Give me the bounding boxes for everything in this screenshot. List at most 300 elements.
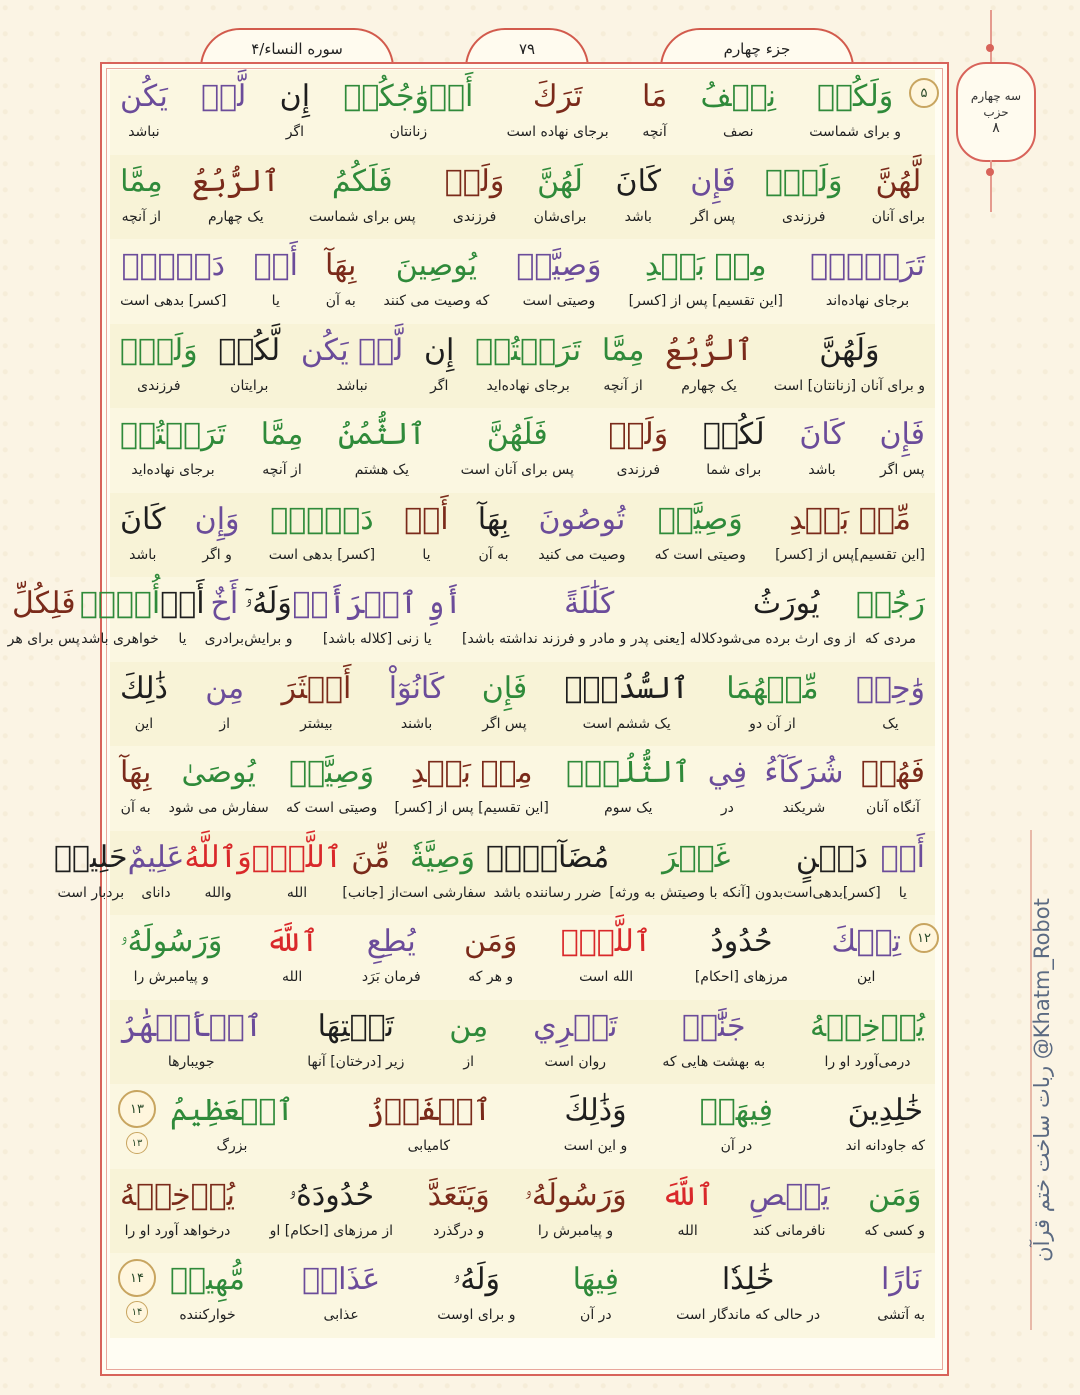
persian-translation: اگر [285,124,304,140]
word [831,919,901,987]
persian-translation: جویبارها [167,1053,215,1070]
ornament-dot [986,168,994,176]
word [286,750,377,818]
persian-translation: از مرزهای [احکام] او [269,1222,393,1239]
verse-row [110,1084,935,1169]
arabic-word: دَيۡنٖۗ [270,501,374,537]
word [877,1257,925,1325]
arabic-word: فِي [707,755,748,790]
persian-translation: از [463,1053,475,1070]
word-line [54,835,925,903]
word [478,497,509,565]
persian-translation: فرزندی [782,208,826,225]
persian-translation: و هر که [468,969,514,985]
arabic-word: تِلۡكَ [831,924,901,959]
persian-translation: برادری [204,631,245,647]
arabic-word: تَرَكۡتُمۚ [120,417,227,452]
persian-translation: باشد [808,462,836,478]
word [343,74,473,142]
arabic-word: يُدۡخِلۡهُ [120,1177,236,1213]
word [445,159,505,227]
word [561,919,652,987]
word-line [120,1173,925,1241]
arabic-word: مِنۢ بَعۡدِ [410,755,533,790]
persian-translation: برجای نهاده‌اند [825,293,910,309]
word [54,835,128,903]
persian-translation: [این تقسیم] پس از [کسر] [628,293,783,309]
word [629,243,783,311]
word [302,1257,380,1325]
persian-translation: این [134,715,154,732]
persian-translation: نصف [722,124,754,140]
word [565,666,689,734]
verse-row [110,70,935,155]
verse-row [110,1169,935,1254]
word [616,159,661,227]
persian-translation: عذابی [323,1307,359,1323]
persian-translation: به بهشت هایی که [662,1053,766,1070]
arabic-word: وَلَهُۥ [452,1262,500,1297]
arabic-word: أَخٌ [210,586,239,621]
word [325,243,356,311]
arabic-word: لَّمۡ يَكُن [300,332,404,368]
word [486,835,609,903]
persian-translation: و کسی که [864,1222,925,1239]
word [775,497,925,565]
word-line [120,497,925,565]
word [281,666,351,734]
word [205,581,244,649]
arabic-word: تَحۡتِهَا [317,1008,395,1044]
arabic-word: يُوصَىٰ [181,755,256,790]
arabic-word: فَإِن [879,417,925,452]
word [170,1257,245,1325]
arabic-word: فِيهَاۚ [699,1093,774,1128]
arabic-word: كَلَٰلَةً [564,586,615,621]
persian-translation: به آن [120,800,151,816]
persian-translation: نافرمانی کند [752,1222,826,1239]
arabic-word: لَّكُمۡ [218,332,281,368]
word [765,159,843,227]
persian-translation: فرزندی [616,462,661,478]
persian-translation: و برای آنان [زنانتان] است [773,377,925,394]
persian-translation: شریکند [782,800,826,816]
word [244,581,292,649]
word [160,581,204,649]
word [566,750,690,818]
word [399,835,486,903]
persian-translation: پس برای شماست [308,208,416,225]
word-line [120,750,925,818]
arabic-word: ٱللَّهِۗ [251,839,343,875]
persian-translation: به آن [325,293,356,309]
word [395,750,549,818]
arabic-word: كَانَ [120,501,166,537]
persian-translation: از آنچه [603,377,643,394]
word-line [120,74,901,142]
word [120,159,163,227]
word [218,328,280,396]
arabic-word: وَصِيَّةٖ [516,248,602,283]
persian-translation: در آن [720,1138,753,1154]
arabic-word: شُرَكَآءُ [764,755,844,790]
word-line [120,159,925,227]
hizb-label: حزب [983,105,1009,119]
persian-translation: زنانتان [389,124,428,140]
word [120,750,151,818]
arabic-word: إِن [279,79,311,114]
word [573,1257,619,1325]
persian-translation: آنچه [642,124,667,140]
arabic-word: وَيَتَعَدَّ [427,1177,490,1213]
arabic-word: أُخۡتٞ [79,586,161,621]
arabic-word: خَٰلِدٗا [721,1262,775,1297]
persian-translation: سفارش می شود [168,800,269,816]
persian-translation: فرزندی [452,208,497,225]
arabic-word: نِصۡفُ [700,79,776,114]
arabic-word: أَكۡثَرَ [281,670,352,706]
persian-translation: وصیتی است [522,293,596,309]
word [293,581,462,649]
persian-translation: در [720,800,734,816]
arabic-word: فِيهَا [572,1262,620,1297]
arabic-word: مِّنۢ بَعۡدِ [789,501,911,537]
persian-translation: [کسر] بدهی است [268,546,376,563]
word [524,1173,626,1241]
word [661,1173,714,1241]
verse-row [110,915,935,1000]
persian-translation: باشد [129,546,157,563]
arabic-word: ٱلۡفَوۡزُ [366,1093,492,1128]
word [533,1004,617,1072]
word [389,666,445,734]
arabic-word: مُّهِينٞ [170,1262,245,1297]
verse-row [110,662,935,747]
arabic-word: أَزۡوَٰجُكُمۡ [343,79,474,114]
ayah-number: ۵ [909,78,939,108]
word [449,1004,488,1072]
verse-row [110,155,935,240]
arabic-word: عَذَابٞ [302,1262,381,1297]
arabic-word: بِهَآ [120,755,152,790]
word [703,412,765,480]
persian-translation: در آن [580,1307,612,1323]
arabic-word: يَعۡصِ [748,1177,830,1213]
persian-translation: درخواهد آورد او را [124,1222,231,1239]
arabic-word: تَجۡرِي [533,1008,618,1044]
ornament-dot [986,44,994,52]
word [701,74,776,142]
persian-translation: و برایش [244,631,293,647]
word [192,159,280,227]
word [205,666,244,734]
persian-translation: [کسر]بدهی‌است [783,884,881,901]
persian-translation: برای شما [706,462,762,478]
word [437,1257,515,1325]
persian-translation: سفارشی است [398,884,487,901]
word [384,243,490,311]
word-line [120,328,925,396]
word [120,666,168,734]
word [266,919,319,987]
word [120,1173,235,1241]
arabic-word: مِّنۡهُمَا [726,670,819,706]
word [301,328,403,396]
arabic-word: دَيۡنٍ [795,839,869,875]
verse-row [110,1000,935,1085]
arabic-word: ٱللَّهَ [661,1177,715,1213]
word [280,74,310,142]
arabic-word: إِن [424,332,455,368]
persian-translation: خوارکننده [179,1307,236,1323]
word [120,74,168,142]
ayah-number-small: ۱۴ [126,1301,148,1323]
arabic-word: وَمَن [867,1177,922,1213]
word [404,497,448,565]
arabic-word: وَذَٰلِكَ [564,1093,627,1128]
persian-translation: [این تقسیم] پس از [کسر] [394,800,549,816]
arabic-word: وَمَن [464,924,518,959]
arabic-word: رَجُلٞ [855,586,925,621]
persian-translation: نباشد [336,377,368,394]
persian-translation: یا [422,546,431,563]
arabic-word: كَانَ [615,163,662,199]
persian-translation: برجای نهاده‌اید [131,462,215,478]
verse-row [110,746,935,831]
persian-translation: بیشتر [300,715,333,732]
arabic-word: وَلَدٞۚ [764,163,843,199]
persian-translation: یا زنی [کلاله باشد] [322,631,432,647]
word [716,581,856,649]
arabic-word: غَيۡرَ [662,839,731,875]
hizb-quarter-label: سه چهارم [970,89,1022,103]
verse-row [110,493,935,578]
word [665,328,753,396]
word [424,328,454,396]
arabic-word: وَلَهُۥٓ [244,586,292,621]
arabic-word: تَرَكۡتُمۡ [475,332,582,368]
word-line [120,1004,925,1072]
surah-title: سوره النساء/۴ [200,28,394,68]
arabic-word: حُدُودَهُۥ [288,1177,374,1213]
word [856,581,925,649]
persian-translation: و برای شماست [809,124,901,140]
ayah-end-marker [118,1090,156,1154]
arabic-word: مِمَّا [120,163,163,199]
arabic-word: دَيۡنٖۚ [121,248,225,283]
word [475,328,581,396]
word [861,750,925,818]
word [726,666,818,734]
persian-translation: الله [286,884,308,901]
persian-translation: الله [677,1222,698,1239]
word [864,1173,925,1241]
word [307,1004,404,1072]
arabic-word: يُطِعِ [366,924,416,959]
persian-translation: برای آنان [871,208,925,225]
persian-translation: از وی ارث برده می‌شود [716,631,856,647]
word [338,412,426,480]
persian-translation: یک [882,715,899,732]
arabic-word: أَوۡ [880,839,925,875]
arabic-word: حَلِيمٞ [54,839,128,875]
persian-translation: درمی‌آورد او را [824,1053,911,1070]
arabic-word: لَّهُنَّ [875,163,922,199]
arabic-word: وَٰحِدٖ [855,670,925,706]
persian-translation: پس اگر [880,462,925,478]
persian-translation: بزرگ [216,1138,248,1154]
word [642,74,667,142]
word [695,919,788,987]
verse-row [110,408,935,493]
ayah-number: ۱۴ [118,1259,156,1297]
word [881,835,925,903]
word [269,497,375,565]
persian-translation: باشد [624,208,652,225]
word [564,1088,627,1156]
arabic-word: جَنَّٰتٖ [681,1008,746,1044]
word [461,412,574,480]
word [662,1004,765,1072]
word [783,835,880,903]
persian-translation: پس برای آنان است [460,462,574,478]
word [482,666,528,734]
word [749,1173,830,1241]
arabic-word: نَارًا [880,1262,922,1297]
word [516,243,601,311]
word [120,328,198,396]
arabic-word: لَكُمۡ [702,417,765,452]
word [128,835,185,903]
word [8,581,80,649]
arabic-word: خَٰلِدِينَ [847,1093,923,1128]
word-line [170,1257,925,1325]
persian-translation: از آنچه [262,462,302,478]
arabic-word: أَوِ ٱمۡرَأَةٞ [292,586,462,621]
word [428,1173,490,1241]
word [534,159,587,227]
word [309,159,416,227]
persian-translation: کامیابی [407,1138,451,1154]
persian-translation: روان است [544,1053,607,1070]
persian-translation: زیر [درختان] آنها [307,1053,405,1070]
arabic-word: ٱلثُّلُثِۚ [566,755,691,790]
persian-translation: یک چهارم [207,208,264,225]
word [708,750,747,818]
persian-translation: برای‌شان [533,208,587,225]
word [846,1088,925,1156]
persian-translation: از [219,715,230,732]
persian-translation: به آتشی [877,1307,925,1323]
verse-row [110,239,935,324]
persian-translation: و برای اوست [437,1307,516,1323]
persian-translation: یا [178,631,187,647]
persian-translation: خواهری باشد [81,631,159,647]
persian-translation: و پیامبرش را [133,969,209,985]
arabic-word: وَإِن [194,501,240,537]
ayah-number: ۱۳ [118,1090,156,1128]
arabic-word: وَصِيَّةٖ [657,501,743,537]
persian-translation: اگر [430,377,449,394]
persian-translation: وصیت می کنید [538,546,626,563]
arabic-word: يُدۡخِلۡهُ [810,1008,925,1044]
word [507,74,609,142]
persian-translation: ضرر رساننده باشد [493,884,602,901]
arabic-word: ٱلرُّبُعُ [665,332,754,368]
word-line [170,1088,925,1156]
word [676,1257,820,1325]
word [80,581,160,649]
arabic-word: ٱلۡعَظِيمُ [170,1093,294,1128]
arabic-word: مِمَّا [601,332,645,368]
ayah-number-marker [909,923,939,953]
persian-translation: یک هشتم [354,462,410,478]
ayah-number-marker [909,78,939,108]
persian-translation: که جاودانه اند [845,1138,925,1154]
word [195,497,240,565]
persian-translation: وصیتی است که [286,800,378,816]
persian-translation: بردبار است [57,884,125,901]
arabic-word: وَٱللَّهُ [184,839,252,875]
persian-translation: برجای نهاده‌اید [486,377,570,394]
word [254,243,298,311]
word [655,497,746,565]
arabic-word: مِمَّا [260,417,304,452]
word [464,919,517,987]
arabic-word: فَلِكُلِّ [12,586,76,621]
persian-translation: و اگر [202,546,232,563]
persian-translation: از [جانب] [342,884,399,901]
verse-row [7,577,935,662]
word [872,159,925,227]
ayah-number-small: ۱۳ [126,1132,148,1154]
word [810,243,925,311]
word [602,328,645,396]
arabic-word: فَهُمۡ [860,755,925,790]
persian-translation: باشند [400,715,433,732]
word [799,412,844,480]
word [538,497,625,565]
persian-translation: پس اگر [482,715,527,732]
arabic-word: لَّمۡ [201,79,247,114]
arabic-word: فَلَكُمُ [331,163,393,199]
word [261,412,304,480]
arabic-word: يُوصِينَ [395,248,477,283]
persian-translation: که وصیت می کنند [383,293,490,309]
word [609,412,669,480]
arabic-word: بِهَآ [325,248,357,283]
word-line [120,666,925,734]
arabic-word: فَإِن [690,163,736,199]
arabic-word: وَلَكُمۡ [817,79,894,114]
word [879,412,925,480]
arabic-word: وَرَسُولَهُۥ [524,1177,627,1213]
arabic-word: مِنۢ بَعۡدِ [644,248,767,283]
word-line [120,243,925,311]
persian-translation: نباشد [128,124,160,140]
persian-translation: فرمان بَرَد [361,969,421,985]
verse-rows [7,70,935,1338]
persian-translation: یک ششم است [582,715,671,732]
arabic-word: عَلِيمٌ [127,839,185,875]
arabic-word: مِن [449,1008,489,1044]
verse-row [110,1253,935,1338]
persian-translation: الله است [579,969,634,985]
persian-translation: در حالی که ماندگار است [676,1307,821,1323]
persian-translation: پس برای هر [7,631,80,647]
word-line [7,581,925,649]
arabic-word: مِن [205,670,245,706]
